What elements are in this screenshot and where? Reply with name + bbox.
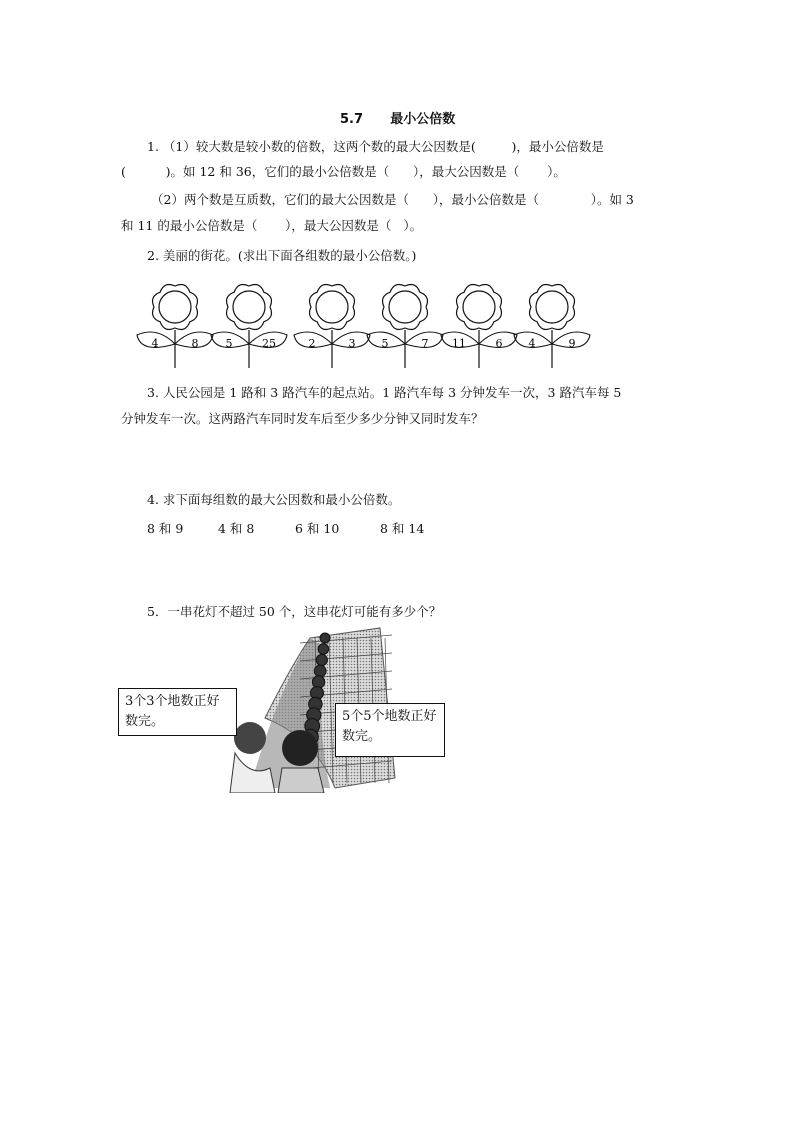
flower — [137, 285, 213, 368]
leaf-left-number: 11 — [452, 337, 466, 350]
q3-line2: 分钟发车一次。这两路汽车同时发车后至少多少分钟又同时发车？ — [121, 411, 484, 426]
leaf-left-number: 5 — [381, 337, 389, 350]
leaf-right-number: 25 — [262, 337, 276, 350]
q1-line4: 和 11 的最小公倍数是（ ），最大公因数是（ ）。 — [121, 218, 423, 233]
flower-center — [316, 291, 348, 323]
worksheet-title — [340, 108, 455, 127]
lantern — [316, 654, 327, 665]
leaf-left-number: 4 — [528, 337, 536, 350]
flower — [211, 285, 287, 368]
speech-bubble-left — [118, 688, 237, 736]
leaf-right-number: 9 — [568, 337, 576, 350]
lantern-illustration — [110, 618, 460, 793]
q2-text: 2. 美丽的街花。(求出下面各组数的最小公倍数。) — [147, 248, 417, 263]
flower-center — [389, 291, 421, 323]
lantern — [314, 665, 326, 677]
leaf-right-number: 8 — [191, 337, 199, 350]
flower — [514, 285, 590, 368]
leaf-left-number: 5 — [225, 337, 233, 350]
flower-center — [233, 291, 265, 323]
q3-line1: 3. 人民公园是 1 路和 3 路汽车的起点站。1 路汽车每 3 分钟发车一次，3 路汽车每 5 — [147, 385, 622, 400]
q4-pair: 8 和 14 — [380, 521, 425, 536]
speech-bubble-right — [335, 703, 445, 757]
bubble-right-text: 5个5个地数正好数完。 — [342, 709, 437, 744]
flower — [367, 285, 443, 368]
q1-line3: （2）两个数是互质数，它们的最大公因数是（ ），最小公倍数是（ ）。如 3 — [151, 192, 634, 207]
flower-center — [463, 291, 495, 323]
flower — [441, 285, 517, 368]
leaf-left-number: 2 — [308, 337, 316, 350]
q4-pair: 6 和 10 — [295, 521, 340, 536]
flowers-figure — [130, 278, 600, 373]
section-title: 最小公倍数 — [390, 112, 456, 127]
q1-line2: ( )。如 12 和 36，它们的最小公倍数是（ ），最大公因数是（ ）。 — [121, 164, 566, 179]
bubble-left-text: 3个3个地数正好数完。 — [125, 694, 220, 729]
flower — [294, 285, 370, 368]
section-number: 5.7 — [340, 112, 364, 127]
flower-center — [159, 291, 191, 323]
q4-pair: 4 和 8 — [218, 521, 255, 536]
q4-pair: 8 和 9 — [147, 521, 184, 536]
leaf-right-number: 7 — [421, 337, 429, 350]
lantern — [318, 644, 329, 655]
q5-text: 5．一串花灯不超过 50 个，这串花灯可能有多少个？ — [147, 604, 442, 619]
q1-line1: 1. （1）较大数是较小数的倍数，这两个数的最大公因数是( )，最小公倍数是 — [147, 139, 604, 154]
lantern — [320, 633, 330, 643]
flower-center — [536, 291, 568, 323]
leaf-right-number: 3 — [348, 337, 356, 350]
leaf-right-number: 6 — [495, 337, 503, 350]
leaf-left-number: 4 — [151, 337, 159, 350]
q4-text: 4. 求下面每组数的最大公因数和最小公倍数。 — [147, 492, 401, 507]
